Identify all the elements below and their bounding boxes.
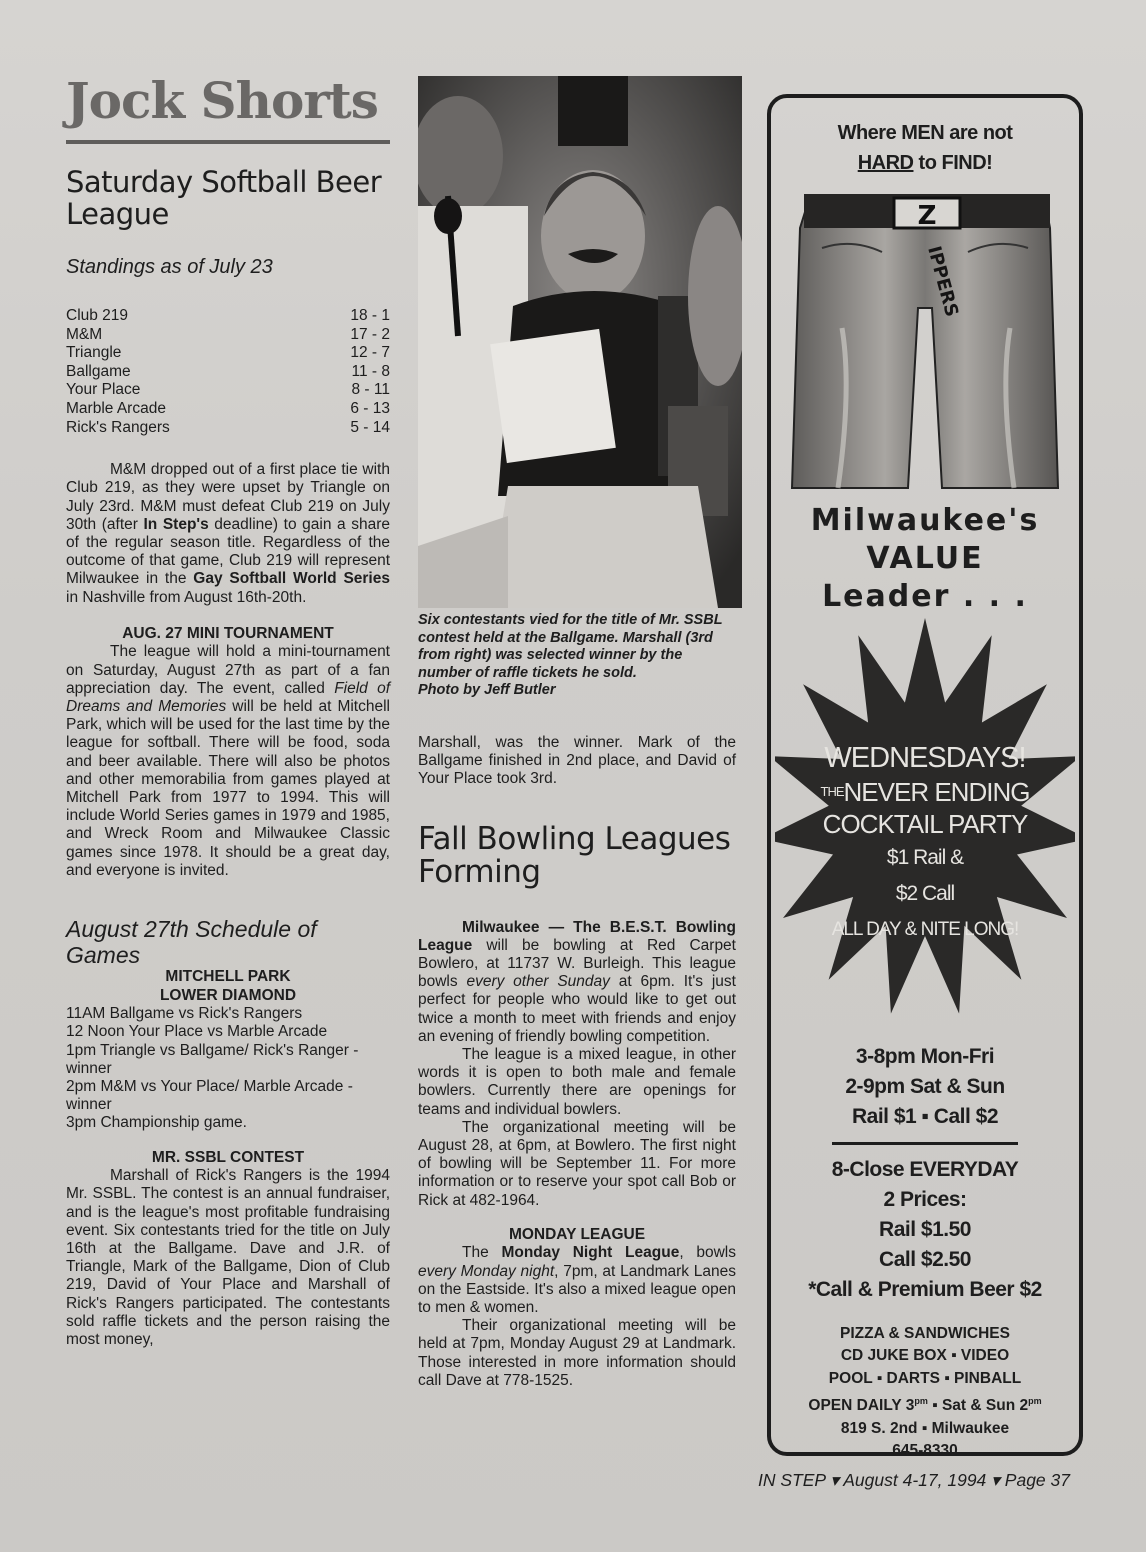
burst-never-ending: $^{THE}$NEVER ENDING xyxy=(820,777,1030,807)
bowling-paragraph-5: Their organizational meeting will be held at 7pm, Monday August 29 at Landmark. Those interested in more information should call Dave at 778-1525. xyxy=(418,1317,736,1389)
team-name: Your Place xyxy=(66,381,141,399)
team-record: 5 - 14 xyxy=(350,418,390,436)
team-record: 12 - 7 xyxy=(350,344,390,362)
team-name: Marble Arcade xyxy=(66,399,166,417)
address: 819 S. 2nd ▪ Milwaukee xyxy=(840,1419,1010,1437)
middle-column xyxy=(418,76,736,1390)
everyday-prices: 8-Close EVERYDAY 2 Prices: Rail $1.50 Call $2.50 *Call & Premium Beer $2 xyxy=(808,1158,1042,1301)
amenities-box: PIZZA & SANDWICHES CD JUKE BOX ▪ VIDEO POOL ▪ DARTS ▪ PINBALL OPEN DAILY $3^{pm}$ ▪ Sat & Sun $2^{pm}$ 819 S. 2nd ▪ Milwaukee 645-8330 xyxy=(771,1323,1079,1463)
contest-photo-image xyxy=(418,76,742,608)
jeans-drawing xyxy=(782,188,1068,498)
value-leader-text: Milwaukee's VALUE Leader . . . xyxy=(810,503,1040,614)
standings-row xyxy=(66,344,390,363)
standings-table xyxy=(66,307,390,437)
standings-row xyxy=(66,363,390,382)
standings-title: Standings as of July 23 xyxy=(66,256,273,278)
photo-caption: Six contestants vied for the title of Mr. SSBL contest held at the Ballgame. Marshall (3rd from right) was selected winner by the number of raffle tickets he sold. Photo by Jeff Butler xyxy=(418,612,723,699)
standings-row xyxy=(66,307,390,326)
page-footer: IN STEP ▾ August 4-17, 1994 ▾ Page 37 xyxy=(757,1470,1070,1490)
burst-cocktail-party: COCKTAIL PARTY xyxy=(822,809,1028,839)
schedule-item: 1pm Triangle vs Ballgame/ Rick's Ranger - winner xyxy=(66,1041,359,1077)
jeans-illustration xyxy=(782,188,1068,498)
left-column xyxy=(66,70,390,1349)
tournament-paragraph: The league will hold a mini-tournament on Saturday, August 27th as part of a fan appreciation day. The event, called Field of Dreams and Memories will be held at Mitchell Park, which will be used for the last time by the league for softball. There will be food, soda and beer available. There will also be photos and other memorabilia from games played at Mitchell Park from 1977 to 1994. This will include World Series games in 1979 and 1985, and Wreck Room and Milwaukee Classic games since 1978. It should be a great day, and everyone is invited. xyxy=(66,643,390,879)
photo-credit: Photo by Jeff Butler xyxy=(418,682,556,699)
burst-wednesdays: WEDNESDAYS! xyxy=(824,742,1026,774)
happy-hours: 3-8pm Mon-Fri 2-9pm Sat & Sun Rail $1 ▪ Call $2 xyxy=(845,1045,1005,1128)
softball-headline: Saturday Softball Beer League xyxy=(66,165,382,231)
team-record: 8 - 11 xyxy=(351,381,390,399)
softball-paragraph: M&M dropped out of a first place tie with Club 219, as they were upset by Triangle on July 23rd. M&M must defeat Club 219 on July 30th (after In Step's deadline) to gain a share of the regular season title. Regardless of the outcome of that game, Club 219 will represent Milwaukee in the Gay Softball World Series in Nashville from August 16th-20th. xyxy=(66,461,390,606)
belt-buckle-letter: Z xyxy=(917,201,937,231)
monday-league-subhead: MONDAY LEAGUE xyxy=(508,1225,646,1243)
standings-row xyxy=(66,381,390,400)
masthead-rule xyxy=(66,140,390,144)
ad-tagline: Where MEN are not HARD to FIND! xyxy=(837,122,1013,174)
team-record: 6 - 13 xyxy=(350,399,390,417)
contest-photo xyxy=(418,76,742,608)
schedule-item: 2pm M&M vs Your Place/ Marble Arcade - winner xyxy=(66,1078,353,1114)
venue-line-1: MITCHELL PARK xyxy=(165,968,291,986)
open-hours: OPEN DAILY $3^{pm}$ ▪ Sat & Sun $2^{pm}$ xyxy=(808,1396,1042,1415)
schedule-item: 3pm Championship game. xyxy=(66,1114,247,1132)
team-name: M&M xyxy=(66,325,103,343)
standings-row xyxy=(66,400,390,419)
fly-lettering: IPPERS xyxy=(923,243,963,320)
bowling-paragraph-3: The organizational meeting will be August 28, at 6pm, at Bowlero. The first night of bowling will be September 11. For more information or to reserve your spot call Bob or Rick at 482-1964. xyxy=(418,1118,736,1209)
team-name: Club 219 xyxy=(66,307,129,324)
ad-divider xyxy=(832,1142,1018,1145)
schedule-list xyxy=(66,1005,390,1132)
starburst-promo xyxy=(775,618,1075,1038)
team-record: 17 - 2 xyxy=(350,325,390,343)
team-name: Ballgame xyxy=(66,362,131,380)
team-record: 18 - 1 xyxy=(350,307,390,324)
venue-line-2: LOWER DIAMOND xyxy=(159,986,297,1004)
burst-all-day: ALL DAY & NITE LONG! xyxy=(831,919,1019,940)
tournament-subhead: AUG. 27 MINI TOURNAMENT xyxy=(122,624,334,642)
contest-continued: Marshall, was the winner. Mark of the Ballgame finished in 2nd place, and David of Your Place took 3rd. xyxy=(418,733,736,788)
team-record: 11 - 8 xyxy=(351,362,390,380)
bowling-paragraph-1: Milwaukee — The B.E.S.T. Bowling League will be bowling at Red Carpet Bowlero, at 11737 W. Burleigh. This league bowls every other Sunday at 6pm. It's just perfect for people who would like to get out twice a month to meet with friends and enjoy an evening of friendly bowling competition. xyxy=(418,918,736,1045)
phone-number: 645-8330 xyxy=(892,1442,958,1460)
zippers-advertisement xyxy=(767,94,1083,1460)
bowling-headline: Fall Bowling Leagues Forming xyxy=(418,820,731,890)
standings-row xyxy=(66,419,390,438)
schedule-item: 11AM Ballgame vs Rick's Rangers xyxy=(66,1005,303,1023)
schedule-title: August 27th Schedule of Games xyxy=(66,916,317,969)
bowling-paragraph-4: The Monday Night League, bowls every Monday night, 7pm, at Landmark Lanes on the Eastside. It's also a mixed league open to men & women. xyxy=(418,1244,736,1317)
burst-rail-price: $1 Rail & xyxy=(886,846,964,869)
section-masthead: Jock Shorts xyxy=(66,71,378,130)
team-name: Rick's Rangers xyxy=(66,418,170,436)
standings-row xyxy=(66,326,390,345)
team-name: Triangle xyxy=(66,344,122,362)
contest-paragraph: Marshall of Rick's Rangers is the 1994 Mr. SSBL. The contest is an annual fundraiser, and is the league's most profitable fundraising event. Six contestants tried for the title on July 16th at the Ballgame. Dave and J.R. of Triangle, Mark of the Ballgame, Dion of Club 219, David of Your Place and Marshall of Rick's Rangers participated. The contestants sold raffle tickets and the person raising the most money, xyxy=(66,1167,390,1349)
schedule-item: 12 Noon Your Place vs Marble Arcade xyxy=(66,1023,328,1041)
bowling-paragraph-2: The league is a mixed league, in other words it is open to both male and female bowlers. Currently there are openings for teams and individual bowlers. xyxy=(418,1046,736,1118)
contest-subhead: MR. SSBL CONTEST xyxy=(151,1148,305,1166)
burst-call-price: $2 Call xyxy=(895,882,955,905)
